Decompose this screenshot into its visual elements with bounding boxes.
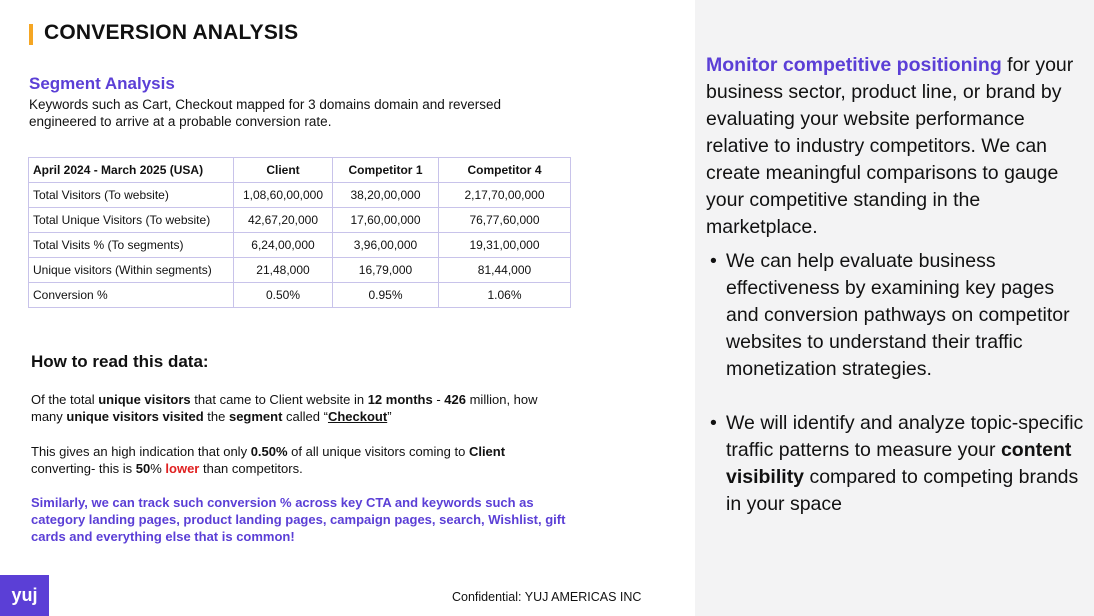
lower-highlight: lower	[165, 461, 200, 476]
table-cell: 6,24,00,000	[234, 233, 333, 258]
positioning-lead-text: Monitor competitive positioning for your business sector, product line, or brand by evaluating your website performance relative to industry competitors. We can create meaningful comparisons to gauge your competitive standing in the marketplace.	[706, 54, 1074, 238]
table-cell: Total Visitors (To website)	[29, 183, 234, 208]
conversion-table	[28, 157, 571, 308]
table-cell: 21,48,000	[234, 258, 333, 283]
table-header-row	[29, 158, 571, 183]
bullet-dot-icon: •	[710, 412, 717, 434]
table-cell: 1,08,60,00,000	[234, 183, 333, 208]
table-cell: 0.95%	[333, 283, 439, 308]
table-cell: 1.06%	[439, 283, 571, 308]
table-cell: 2,17,70,00,000	[439, 183, 571, 208]
table-row	[29, 258, 571, 283]
table-cell: 17,60,00,000	[333, 208, 439, 233]
table-cell: Conversion %	[29, 283, 234, 308]
table-cell: 38,20,00,000	[333, 183, 439, 208]
segment-heading: Segment Analysis	[29, 74, 175, 93]
bullet-dot-icon: •	[710, 250, 717, 272]
table-cell: 16,79,000	[333, 258, 439, 283]
title-accent-bar	[29, 24, 33, 45]
how-to-read-heading: How to read this data:	[31, 352, 209, 371]
bullet-item-evaluate	[710, 248, 1086, 383]
explanation-paragraph-2: This gives an high indication that only 0.50% of all unique visitors coming to Client converting- this is 50% lower than competitors.	[31, 444, 506, 476]
content-visibility-label: content visibility	[726, 439, 1072, 488]
table-row	[29, 183, 571, 208]
table-row	[29, 283, 571, 308]
confidential-footer: Confidential: YUJ AMERICAS INC	[452, 590, 642, 604]
checkout-segment-label: Checkout	[327, 409, 388, 424]
yuj-logo: yuj	[0, 575, 49, 616]
table-cell: 81,44,000	[439, 258, 571, 283]
table-header-cell: Competitor 1	[333, 158, 439, 183]
table-row	[29, 233, 571, 258]
bullet-text: We will identify and analyze topic-specific traffic patterns to measure your content visibility compared to competing brands in your space	[726, 412, 1084, 515]
table-row	[29, 208, 571, 233]
table-cell: 3,96,00,000	[333, 233, 439, 258]
table-header-cell: April 2024 - March 2025 (USA)	[29, 158, 234, 183]
table-cell: Total Visits % (To segments)	[29, 233, 234, 258]
table-cell: 0.50%	[234, 283, 333, 308]
table-cell: Unique visitors (Within segments)	[29, 258, 234, 283]
table-cell: 19,31,00,000	[439, 233, 571, 258]
bullet-item-identify	[710, 410, 1086, 518]
table-cell: 76,77,60,000	[439, 208, 571, 233]
table-header-cell: Competitor 4	[439, 158, 571, 183]
positioning-highlight: Monitor competitive positioning	[706, 54, 1002, 76]
segment-description: Keywords such as Cart, Checkout mapped for 3 domains domain and reversed engineered to arrive at a probable conversion rate.	[29, 97, 501, 129]
bullet-text: We can help evaluate business effectiveness by examining key pages and conversion pathways on competitor websites to understand their traffic monetization strategies.	[726, 250, 1070, 380]
table-cell: 42,67,20,000	[234, 208, 333, 233]
explanation-paragraph-3: Similarly, we can track such conversion % across key CTA and keywords such as category landing pages, product landing pages, campaign pages, search, Wishlist, gift cards and everything else that is common!	[31, 495, 566, 544]
explanation-paragraph-1: Of the total unique visitors that came to Client website in 12 months - 426 million, how many unique visitors visited the segment called “Checkout”	[31, 392, 538, 424]
table-header-cell: Client	[234, 158, 333, 183]
page-title: CONVERSION ANALYSIS	[44, 21, 299, 44]
table-cell: Total Unique Visitors (To website)	[29, 208, 234, 233]
